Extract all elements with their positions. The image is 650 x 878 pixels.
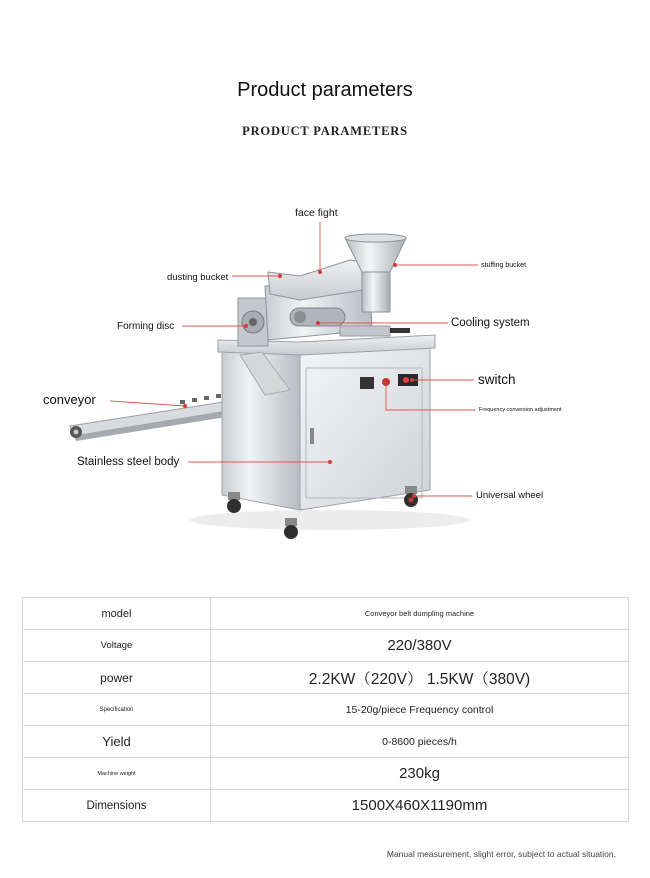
callout-stuffing-bucket: stuffing bucket	[481, 262, 527, 269]
spec-value-power: 2.2KW（220V） 1.5KW（380V)	[211, 662, 629, 694]
spec-key-dimensions: Dimensions	[23, 790, 211, 822]
spec-value-voltage: 220/380V	[211, 630, 629, 662]
machine-illustration	[0, 190, 650, 570]
machine-diagram	[0, 190, 650, 570]
spec-value-model: Conveyor belt dumpling machine	[211, 598, 629, 630]
table-row	[23, 598, 629, 630]
spec-key-power: power	[23, 662, 211, 694]
page-subtitle: PRODUCT PARAMETERS	[242, 124, 408, 138]
spec-value-yield: 0-8600 pieces/h	[211, 726, 629, 758]
callout-stainless-steel-body: Stainless steel body	[77, 456, 180, 468]
page-title: Product parameters	[237, 79, 413, 101]
callout-forming-disc: Forming disc	[117, 321, 175, 332]
table-row	[23, 630, 629, 662]
footnote: Manual measurement, slight error, subject to actual situation.	[386, 849, 616, 859]
table-row	[23, 726, 629, 758]
callout-frequency-adjustment: Frequency conversion adjustment	[479, 407, 562, 413]
spec-value-specification: 15-20g/piece Frequency control	[211, 694, 629, 726]
spec-key-voltage: Voltage	[23, 630, 211, 662]
callout-switch: switch	[478, 372, 516, 387]
parameters-table	[22, 597, 629, 822]
table-row	[23, 790, 629, 822]
cabinet-body	[218, 335, 435, 510]
callout-face-fight: face fight	[295, 207, 338, 219]
callout-cooling-system: Cooling system	[451, 317, 530, 329]
callout-conveyor: conveyor	[43, 392, 96, 407]
table-row	[23, 662, 629, 694]
spec-key-specification: Specification	[23, 694, 211, 726]
callout-dusting-bucket: dusting bucket	[167, 272, 229, 283]
spec-value-machine-weight: 230kg	[211, 758, 629, 790]
spec-key-model: model	[23, 598, 211, 630]
spec-value-dimensions: 1500X460X1190mm	[211, 790, 629, 822]
table-row	[23, 758, 629, 790]
spec-key-yield: Yield	[23, 726, 211, 758]
table-row	[23, 694, 629, 726]
spec-key-machine-weight: Machine weight	[23, 758, 211, 790]
callout-universal-wheel: Universal wheel	[476, 490, 544, 501]
